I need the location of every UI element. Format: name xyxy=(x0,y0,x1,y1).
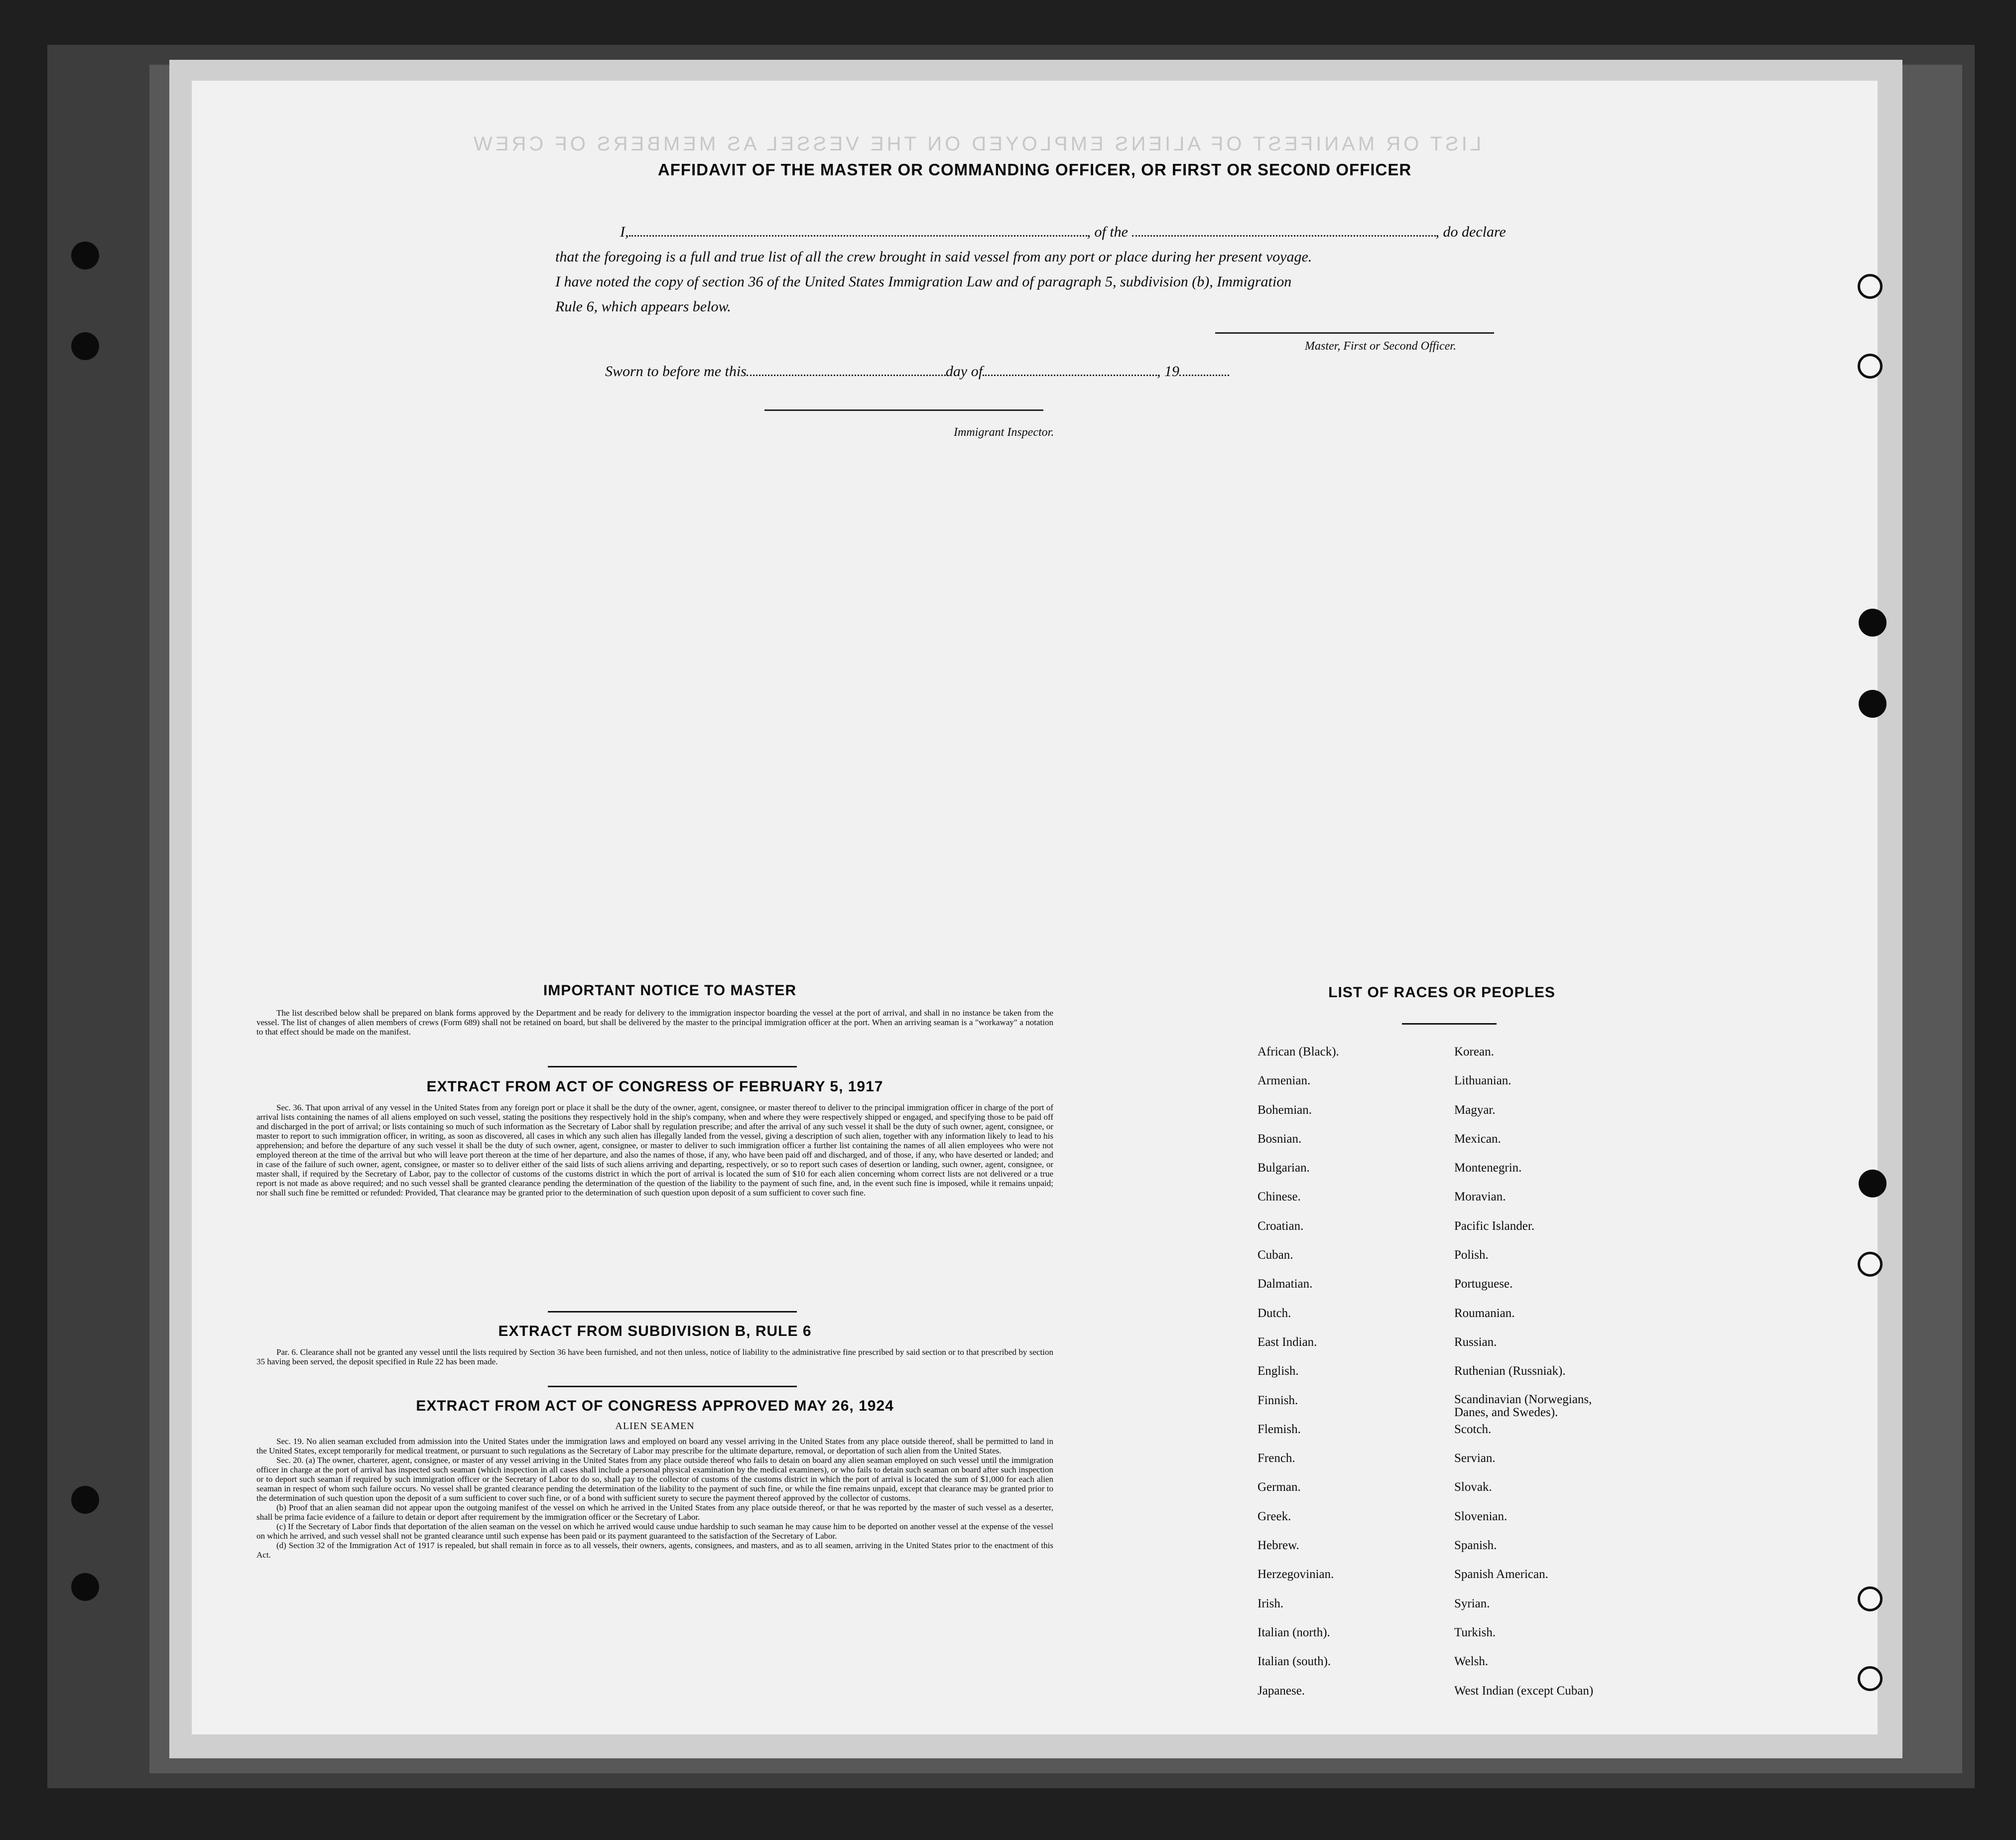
race-item: African (Black). xyxy=(1258,1045,1339,1058)
punch-hole xyxy=(1859,609,1887,637)
race-item: Hebrew. xyxy=(1258,1539,1299,1553)
binder-hole xyxy=(71,242,99,269)
race-item: Armenian. xyxy=(1258,1074,1311,1088)
race-item: East Indian. xyxy=(1258,1335,1317,1349)
race-item: Slovenian. xyxy=(1454,1509,1508,1523)
master-signature-label: Master, First or Second Officer. xyxy=(1305,340,1456,353)
punch-hole xyxy=(1859,1170,1887,1197)
month-blank xyxy=(983,372,1157,376)
race-item: Greek. xyxy=(1258,1509,1291,1523)
race-item: Servian. xyxy=(1454,1451,1496,1465)
notice-title: IMPORTANT NOTICE TO MASTER xyxy=(543,982,797,999)
day-of-text: day of xyxy=(945,363,983,380)
races-divider xyxy=(1402,1023,1497,1025)
races-right-column xyxy=(1454,1045,1619,1712)
race-item: Spanish American. xyxy=(1454,1568,1548,1581)
divider xyxy=(548,1386,797,1387)
affidavit-declare: , do declare xyxy=(1435,224,1506,240)
race-item: Welsh. xyxy=(1454,1655,1489,1669)
extract-rule6-title: EXTRACT FROM SUBDIVISION B, RULE 6 xyxy=(498,1323,812,1339)
race-item: Dalmatian. xyxy=(1258,1277,1313,1291)
race-item: Dutch. xyxy=(1258,1306,1291,1320)
race-item: Scandinavian (Norwegians, Danes, and Swedes). xyxy=(1454,1392,1592,1419)
day-blank xyxy=(747,372,946,376)
race-item: German. xyxy=(1258,1480,1301,1494)
manifest-page xyxy=(192,81,1878,1734)
race-item: Bosnian. xyxy=(1258,1132,1302,1146)
race-item: Moravian. xyxy=(1454,1190,1506,1204)
race-item: Chinese. xyxy=(1258,1190,1301,1204)
divider xyxy=(548,1311,797,1313)
notice-body: The list described below shall be prepared on blank forms approved by the Department and be ready for delivery to the immigration inspector boarding the vessel at the port of arrival, and shall in no instance be taken from the vessel. The list of changes of alien members of crews (Form 689) shall not be retained on board, but shall be delivered by the master to the principal immigration officer at the port. When an arriving seaman is a "workaway" a notation to that effect should be made on the manifest. xyxy=(256,1008,1053,1037)
punch-hole xyxy=(1858,354,1883,379)
sec-20b: (b) Proof that an alien seaman did not appear upon the outgoing manifest of the vessel on which he arrived in the United States from any place outside thereof, or that he was reported by the master of such vessel as a deserter, shall be prima facie evidence of a failure to detain or deport after requirement by the immigration officer or the Secretary of Labor. xyxy=(256,1503,1053,1522)
alien-seamen-subtitle: ALIEN SEAMEN xyxy=(615,1421,695,1432)
race-item: Lithuanian. xyxy=(1454,1074,1512,1088)
race-item: Magyar. xyxy=(1454,1103,1496,1117)
affidavit-title: AFFIDAVIT OF THE MASTER OR COMMANDING OFFICER, OR FIRST OR SECOND OFFICER xyxy=(657,160,1412,179)
races-title: LIST OF RACES OR PEOPLES xyxy=(1328,984,1555,1001)
affidavit-of-the: , of the xyxy=(1087,224,1128,240)
year-text: , 19 xyxy=(1157,363,1180,380)
race-item: Scotch. xyxy=(1454,1422,1492,1436)
race-item: Cuban. xyxy=(1258,1248,1293,1262)
races-left-column xyxy=(1258,1045,1339,1712)
race-item: Russian. xyxy=(1454,1335,1497,1349)
race-item: Spanish. xyxy=(1454,1539,1497,1553)
extract-1924-body xyxy=(256,1437,1053,1560)
binder-hole xyxy=(71,1486,99,1514)
punch-hole xyxy=(1858,1666,1883,1691)
sworn-line xyxy=(605,363,1229,380)
vessel-blank xyxy=(1132,232,1436,237)
divider xyxy=(548,1066,797,1067)
race-item: Herzegovinian. xyxy=(1258,1568,1334,1581)
race-item: Korean. xyxy=(1454,1045,1494,1058)
bleed-through-header: LIST OR MANIFEST OF ALIENS EMPLOYED ON THE VESSEL AS MEMBERS OF CREW xyxy=(471,133,1482,155)
race-item: Italian (north). xyxy=(1258,1625,1330,1639)
sec-20c: (c) If the Secretary of Labor finds that deportation of the alien seaman on the vessel on which he arrived would cause undue hardship to such seaman he may cause him to be deported on another vessel at the expense of the vessel on which he arrived, and such vessel shall not be granted clearance until such expense has been paid or its payment guaranteed to the satisfaction of the Secretary of Labor. xyxy=(256,1522,1053,1541)
affidavit-line-2: that the foregoing is a full and true list of all the crew brought in said vessel from any port or place during her present voyage. xyxy=(555,249,1312,265)
race-item: English. xyxy=(1258,1364,1299,1378)
race-item: Syrian. xyxy=(1454,1596,1490,1610)
inspector-signature-line xyxy=(764,409,1043,411)
extract-1917-title: EXTRACT FROM ACT OF CONGRESS OF FEBRUARY 5, 1917 xyxy=(426,1078,883,1095)
race-item: Flemish. xyxy=(1258,1422,1301,1436)
race-item: Bohemian. xyxy=(1258,1103,1312,1117)
race-item: Croatian. xyxy=(1258,1219,1304,1233)
sec-20a: Sec. 20. (a) The owner, charterer, agent, consignee, or master of any vessel arriving in the United States from any place outside thereof who fails to detain on board any alien seaman employed on such vessel until the immigration officer in charge at the port of arrival has inspected such seaman (which inspection in all cases shall include a personal physical examination by the medical examiners), or who fails to detain such seaman on board after such inspection or to deport such seaman if required by such immigration officer or the Secretary of Labor to do so, shall pay to the collector of customs of the customs district in which the port of arrival is located the sum of $1,000 for each alien seaman in respect of whom such failure occurs. No vessel shall be granted clearance pending the determination of the liability to the payment of such fine, or while the fine remains unpaid, except that clearance may be granted prior to the determination of such question upon the deposit of a sum sufficient to cover such fine, or of a bond with sufficient surety to secure the payment thereof approved by the collector of customs. xyxy=(256,1455,1053,1503)
punch-hole xyxy=(1858,1586,1883,1611)
race-item: Slovak. xyxy=(1454,1480,1492,1494)
race-item: Finnish. xyxy=(1258,1393,1298,1407)
extract-1917-body: Sec. 36. That upon arrival of any vessel in the United States from any foreign port or place it shall be the duty of the owner, agent, consignee, or master thereof to deliver to the principal immigration officer in charge of the port of arrival lists containing the names of all aliens employed on such vessel, stating the positions they respectively hold in the ship's company, when and where they were respectively shipped or engaged, and specifying those to be paid off and discharged in the port of arrival; or lists containing so much of such information as the Secretary of Labor shall by regulation prescribe; and after the arrival of any such vessel it shall be the duty of such owner, agent, consignee, or master to report to such immigration officer, in writing, as soon as discovered, all cases in which any such alien has illegally landed from the vessel, giving a description of such alien, together with any information likely to lead to his apprehension; and before the departure of any such vessel it shall be the duty of such owner, agent, consignee, or master to deliver to such immigration officer a further list containing the names of all alien employees who were not employed thereon at the time of the arrival but who will leave port thereon at the time of her departure, and also the names of those, if any, who have been paid off and discharged, and of those, if any, who have deserted or landed; and in case of the failure of such owner, agent, consignee, or master so to deliver either of the said lists of such aliens arriving and departing, respectively, or so to report such cases of desertion or landing, such owner, agent, consignee, or master shall, if required by the Secretary of Labor, pay to the collector of customs of the customs district in which the port of arrival is located the sum of $10 for each alien concerning whom correct lists are not delivered or a true report is not made as above required; and no such vessel shall be granted clearance pending the determination of the question of the liability to the payment of such fine, and, in the event such fine is imposed, while it remains unpaid; nor shall such fine be remitted or refunded: Provided, That clearance may be granted prior to the determination of such question upon deposit of a sum sufficient to cover such fine. xyxy=(256,1103,1053,1197)
race-item: Mexican. xyxy=(1454,1132,1501,1146)
affidavit-line-3: I have noted the copy of section 36 of the United States Immigration Law and of paragraph 5, subdivision (b), Immigration xyxy=(555,273,1292,290)
race-item: Roumanian. xyxy=(1454,1306,1515,1320)
name-blank xyxy=(629,232,1087,237)
binder-hole xyxy=(71,1573,99,1601)
inspector-signature-label: Immigrant Inspector. xyxy=(954,426,1054,439)
race-item: Pacific Islander. xyxy=(1454,1219,1535,1233)
binder-hole xyxy=(71,332,99,360)
race-item: Portuguese. xyxy=(1454,1277,1513,1291)
affidavit-i: I, xyxy=(620,224,629,240)
punch-hole xyxy=(1859,690,1887,718)
race-item: Polish. xyxy=(1454,1248,1489,1262)
extract-1924-title: EXTRACT FROM ACT OF CONGRESS APPROVED MAY 26, 1924 xyxy=(416,1398,894,1414)
punch-hole xyxy=(1858,1252,1883,1277)
race-item: Turkish. xyxy=(1454,1625,1496,1639)
race-item: Ruthenian (Russniak). xyxy=(1454,1364,1566,1378)
year-blank xyxy=(1179,372,1229,376)
sec-19: Sec. 19. No alien seaman excluded from admission into the United States under the immigration laws and employed on board any vessel arriving in the United States from any place outside thereof, shall be permitted to land in the United States, except temporarily for medical treatment, or pursuant to such regulations as the Secretary of Labor may prescribe for the ultimate departure, removal, or deportation of such alien from the United States. xyxy=(256,1437,1053,1455)
race-item: Italian (south). xyxy=(1258,1655,1331,1669)
master-signature-line xyxy=(1215,332,1494,334)
punch-hole xyxy=(1858,274,1883,299)
race-item: Montenegrin. xyxy=(1454,1161,1522,1175)
race-item: Bulgarian. xyxy=(1258,1161,1310,1175)
race-item: Irish. xyxy=(1258,1596,1284,1610)
affidavit-line-4: Rule 6, which appears below. xyxy=(555,298,731,315)
race-item: West Indian (except Cuban) xyxy=(1454,1684,1594,1698)
extract-rule6-body: Par. 6. Clearance shall not be granted any vessel until the lists required by Section 36 have been furnished, and not then unless, notice of liability to the administrative fine prescribed by said section or to that prescribed by section 35 having been served, the deposit specified in Rule 22 has been made. xyxy=(256,1347,1053,1366)
sworn-text: Sworn to before me this xyxy=(605,363,747,380)
race-item: Japanese. xyxy=(1258,1684,1305,1698)
sec-20d: (d) Section 32 of the Immigration Act of 1917 is repealed, but shall remain in force as to all vessels, their owners, agents, consignees, and masters, and as to all seamen, arriving in the United States prior to the enactment of this Act. xyxy=(256,1541,1053,1560)
race-item: French. xyxy=(1258,1451,1295,1465)
affidavit-line-1 xyxy=(620,224,1506,241)
